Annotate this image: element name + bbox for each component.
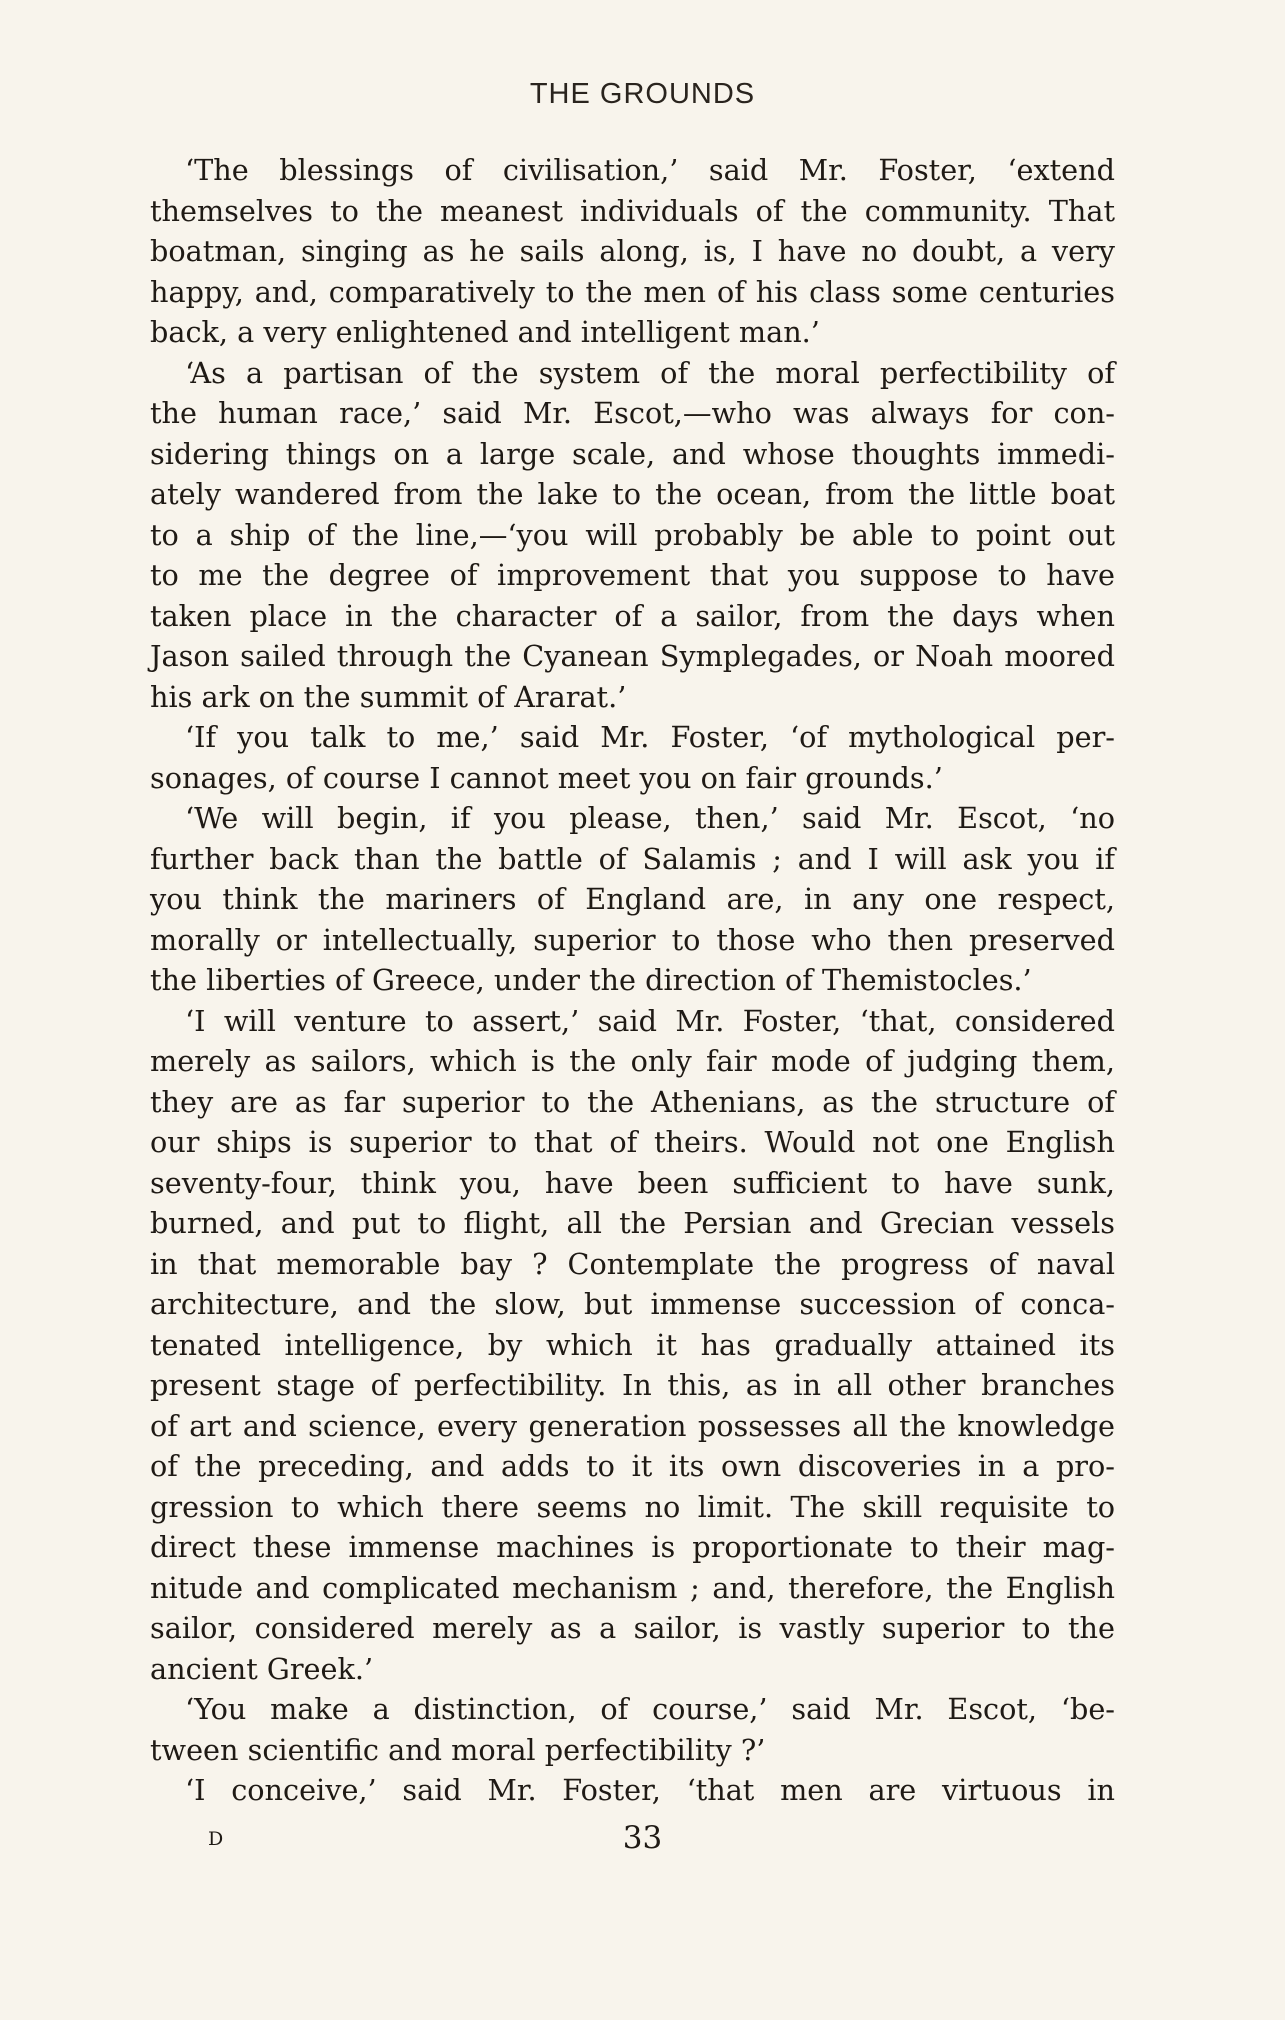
text-line: sonages, of course I cannot meet you on fair grounds.’ [150, 760, 943, 795]
text-line: ‘I will venture to assert,’ said Mr. Foster, ‘that, considered [185, 1003, 1115, 1038]
text-line: his ark on the summit of Ararat.’ [150, 679, 627, 714]
text-line: our ships is superior to that of theirs. Would not one English [150, 1125, 1115, 1159]
text-line: ately wandered from the lake to the ocean, from the little boat [150, 477, 1115, 511]
text-line: themselves to the meanest individuals of the community. That [150, 193, 1115, 228]
text-line: to me the degree of improvement that you suppose to have [150, 558, 1115, 592]
text-line: ‘I conceive,’ said Mr. Foster, ‘that men are virtuous in [185, 1773, 1115, 1807]
text-line: in that memorable bay ? Contemplate the progress of naval [150, 1246, 1115, 1281]
text-line: present stage of perfectibility. In this, as in all other branches [150, 1368, 1115, 1402]
text-line: happy, and, comparatively to the men of his class some centuries [150, 274, 1115, 309]
text-line: ‘You make a distinction, of course,’ said Mr. Escot, ‘be- [185, 1692, 1115, 1726]
text-line: to a ship of the line,—‘you will probably be able to point out [150, 517, 1115, 552]
text-line: of the preceding, and adds to it its own discoveries in a pro- [150, 1449, 1115, 1483]
text-line: tenated intelligence, by which it has gradually attained its [150, 1327, 1115, 1362]
text-line: boatman, singing as he sails along, is, I have no doubt, a very [150, 234, 1115, 268]
text-line: further back than the battle of Salamis ; and I will ask you if [150, 841, 1115, 876]
body-text [150, 150, 1115, 1811]
text-line: gression to which there seems no limit. The skill requisite to [150, 1489, 1115, 1524]
text-line: seventy-four, think you, have been sufficient to have sunk, [150, 1165, 1115, 1200]
text-line: Jason sailed through the Cyanean Symplegades, or Noah moored [150, 639, 1115, 673]
text-line: sidering things on a large scale, and whose thoughts immedi- [150, 436, 1115, 471]
running-title: THE GROUNDS [529, 78, 756, 110]
page-number: 33 [622, 1820, 663, 1856]
text-line: ‘The blessings of civilisation,’ said Mr. Foster, ‘extend [185, 153, 1115, 187]
text-line: the human race,’ said Mr. Escot,—who was always for con- [150, 396, 1115, 430]
text-line: taken place in the character of a sailor, from the days when [150, 598, 1115, 633]
text-line: of art and science, every generation possesses all the knowledge [150, 1408, 1115, 1443]
text-line: morally or intellectually, superior to those who then preserved [150, 922, 1115, 957]
text-line: you think the mariners of England are, in any one respect, [150, 882, 1115, 916]
text-line: they are as far superior to the Athenians, as the structure of [150, 1084, 1115, 1119]
signature-mark: D [208, 1828, 225, 1850]
text-line: sailor, considered merely as a sailor, is vastly superior to the [150, 1611, 1115, 1645]
text-line: nitude and complicated mechanism ; and, therefore, the English [150, 1570, 1115, 1605]
text-line: ‘We will begin, if you please, then,’ said Mr. Escot, ‘no [185, 801, 1115, 835]
text-line: the liberties of Greece, under the direction of Themistocles.’ [150, 963, 1032, 997]
text-line: tween scientific and moral perfectibility ?’ [150, 1732, 766, 1767]
page-footer [0, 1820, 1285, 1870]
text-line: back, a very enlightened and intelligent man.’ [150, 315, 820, 349]
text-line: burned, and put to flight, all the Persian and Grecian vessels [150, 1206, 1115, 1240]
text-line: ‘As a partisan of the system of the moral perfectibility of [185, 355, 1115, 390]
text-line: ancient Greek.’ [150, 1651, 374, 1686]
text-line: ‘If you talk to me,’ said Mr. Foster, ‘of mythological per- [185, 720, 1115, 754]
text-line: architecture, and the slow, but immense succession of conca- [150, 1287, 1115, 1321]
text-line: direct these immense machines is proportionate to their mag- [150, 1530, 1115, 1564]
text-line: merely as sailors, which is the only fair mode of judging them, [150, 1044, 1115, 1078]
